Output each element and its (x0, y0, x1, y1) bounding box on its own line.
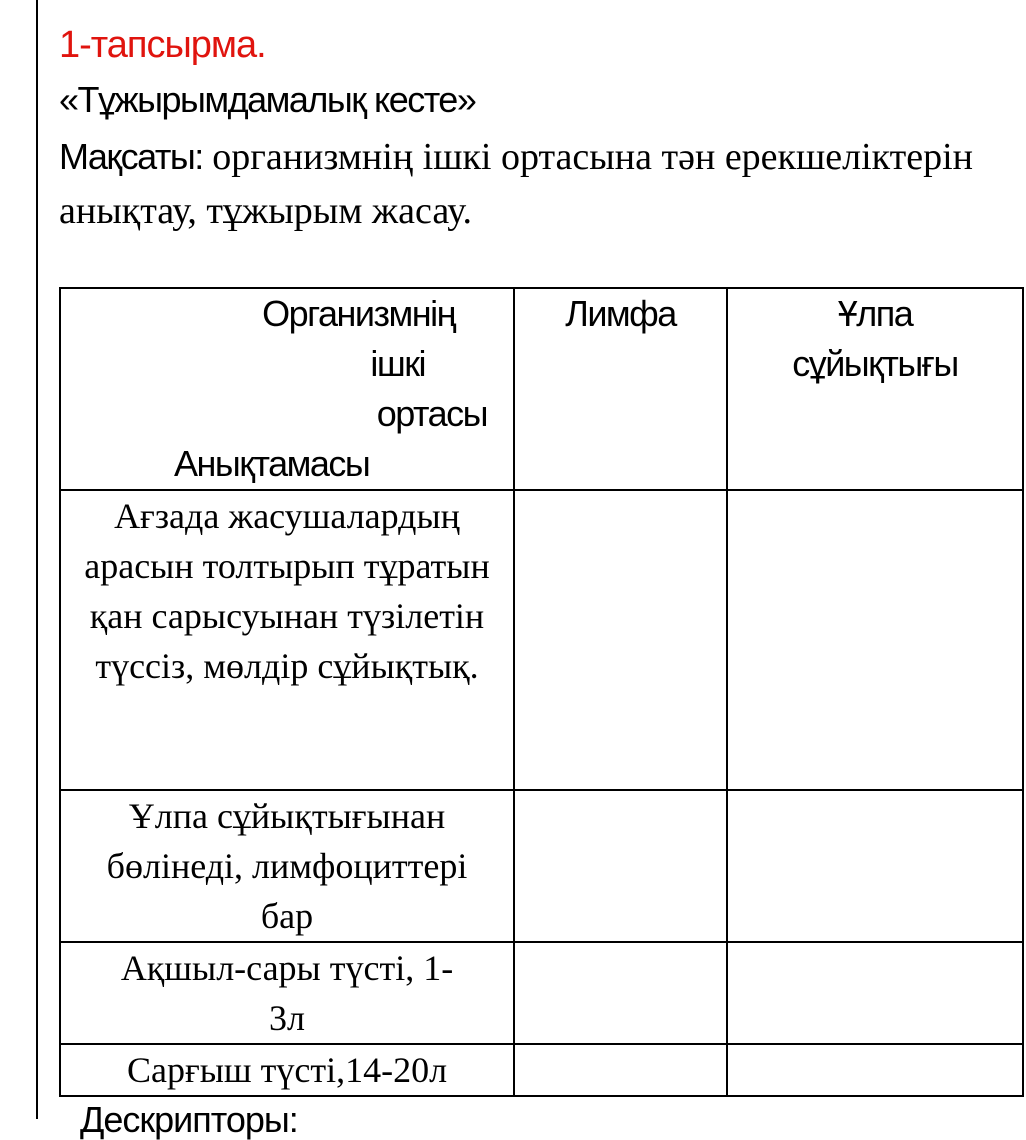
definition-cell: Ұлпа сұйықтығынан бөлінеді, лимфоциттері бар (60, 790, 514, 942)
lymph-answer-cell[interactable] (514, 942, 727, 1044)
lymph-answer-cell[interactable] (514, 1044, 727, 1096)
header-definition (60, 288, 514, 490)
table-row (60, 490, 1023, 790)
definition-cell: Ақшыл-сары түсті, 1-3л (60, 942, 514, 1044)
header-definition-line: ішкі (370, 343, 425, 384)
definition-cell: Сарғыш түсті,14-20л (60, 1044, 514, 1096)
tissue-fluid-answer-cell[interactable] (727, 942, 1023, 1044)
header-tissue-fluid: Ұлпа сұйықтығы (727, 288, 1023, 490)
goal-text: организмнің ішкі ортасына тән ерекшеліктерін анықтау, тұжырым жасау. (59, 136, 973, 232)
table-row (60, 790, 1023, 942)
goal-label: Мақсаты: (59, 136, 203, 177)
descriptors-heading: Дескрипторы: (80, 1099, 298, 1140)
table-row (60, 942, 1023, 1044)
task-subtitle: «Тұжырымдамалық кесте» (59, 79, 476, 120)
header-definition-line: Анықтамасы (174, 443, 370, 484)
task-goal (59, 130, 979, 238)
tissue-fluid-answer-cell[interactable] (727, 490, 1023, 790)
table-header-row (60, 288, 1023, 490)
lymph-answer-cell[interactable] (514, 490, 727, 790)
tissue-fluid-answer-cell[interactable] (727, 790, 1023, 942)
definition-cell: Ағзада жасушалардың арасын толтырып тұратын қан сарысуынан түзілетін түссіз, мөлдір сұйықтық. (60, 490, 514, 790)
concept-table (59, 287, 1024, 1097)
tissue-fluid-answer-cell[interactable] (727, 1044, 1023, 1096)
task-title: 1-тапсырма. (59, 24, 266, 66)
header-definition-line: Организмнің (262, 293, 455, 334)
left-margin-rule (36, 0, 38, 1119)
header-definition-line: ортасы (376, 393, 487, 434)
lymph-answer-cell[interactable] (514, 790, 727, 942)
header-lymph: Лимфа (514, 288, 727, 490)
table-row (60, 1044, 1023, 1096)
